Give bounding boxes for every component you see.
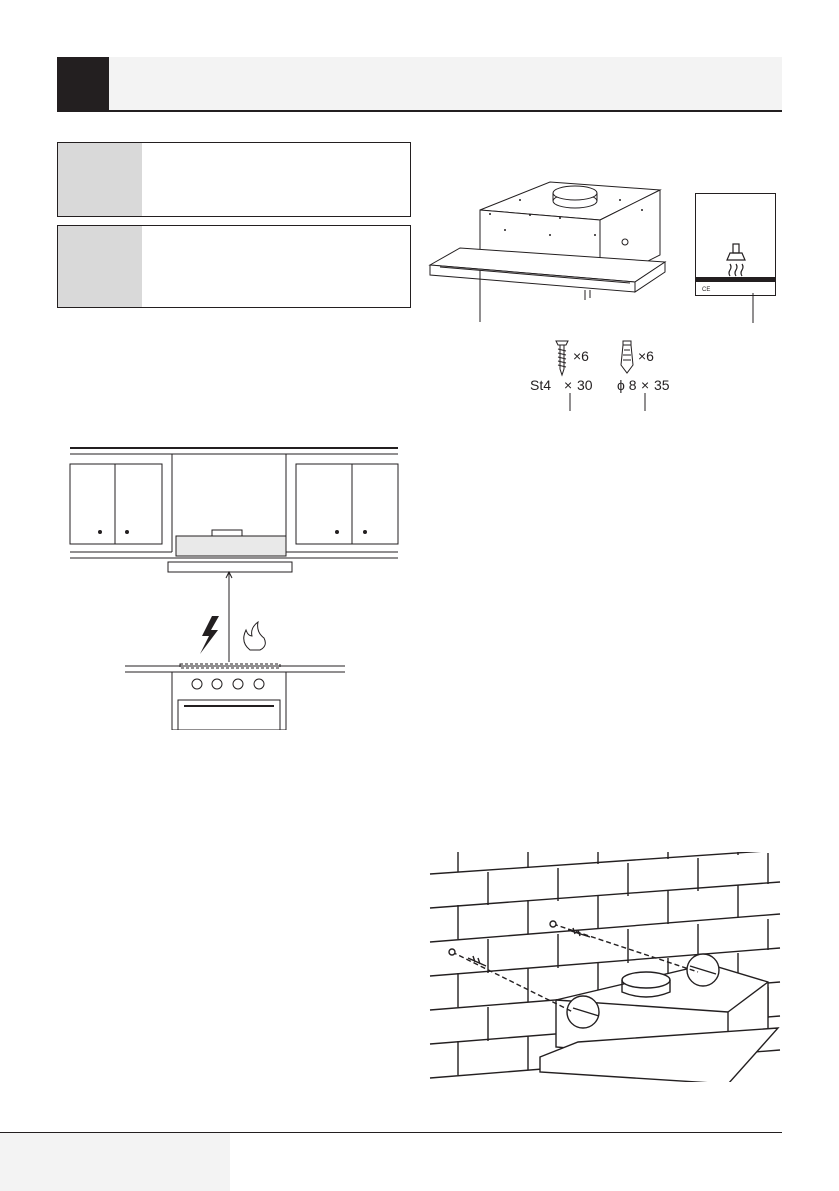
screw-callout-line bbox=[567, 393, 573, 411]
anchor-size-times: × bbox=[641, 377, 650, 393]
footer-rule bbox=[0, 1132, 782, 1133]
warning-box bbox=[57, 142, 411, 217]
screw-size-times: × bbox=[564, 377, 573, 393]
hood-symbol-icon bbox=[696, 194, 775, 295]
caution-box-label-cell bbox=[58, 226, 142, 307]
screw-quantity: ×6 bbox=[573, 348, 589, 364]
caution-box bbox=[57, 225, 411, 308]
kitchen-installation-diagram bbox=[60, 440, 405, 730]
section-header-band bbox=[109, 57, 782, 110]
screw-size-prefix: St4 bbox=[530, 377, 552, 393]
hood-illustration bbox=[420, 170, 670, 325]
label-callout-line bbox=[750, 293, 756, 323]
wall-anchor-icon bbox=[617, 338, 637, 378]
anchor-quantity: ×6 bbox=[638, 348, 654, 364]
screw-icon bbox=[552, 338, 572, 378]
footer-band bbox=[0, 1133, 230, 1191]
anchor-size-suffix: 35 bbox=[654, 377, 670, 393]
wall-mounting-diagram bbox=[428, 852, 782, 1082]
product-label-card bbox=[695, 193, 776, 296]
header-rule bbox=[57, 110, 782, 112]
anchor-callout-line bbox=[642, 393, 648, 411]
ce-mark: CE bbox=[702, 287, 711, 293]
screw-size-suffix: 30 bbox=[577, 377, 593, 393]
warning-box-label-cell bbox=[58, 143, 142, 216]
section-number-badge bbox=[57, 57, 109, 110]
anchor-size-prefix: ϕ 8 bbox=[617, 377, 637, 393]
